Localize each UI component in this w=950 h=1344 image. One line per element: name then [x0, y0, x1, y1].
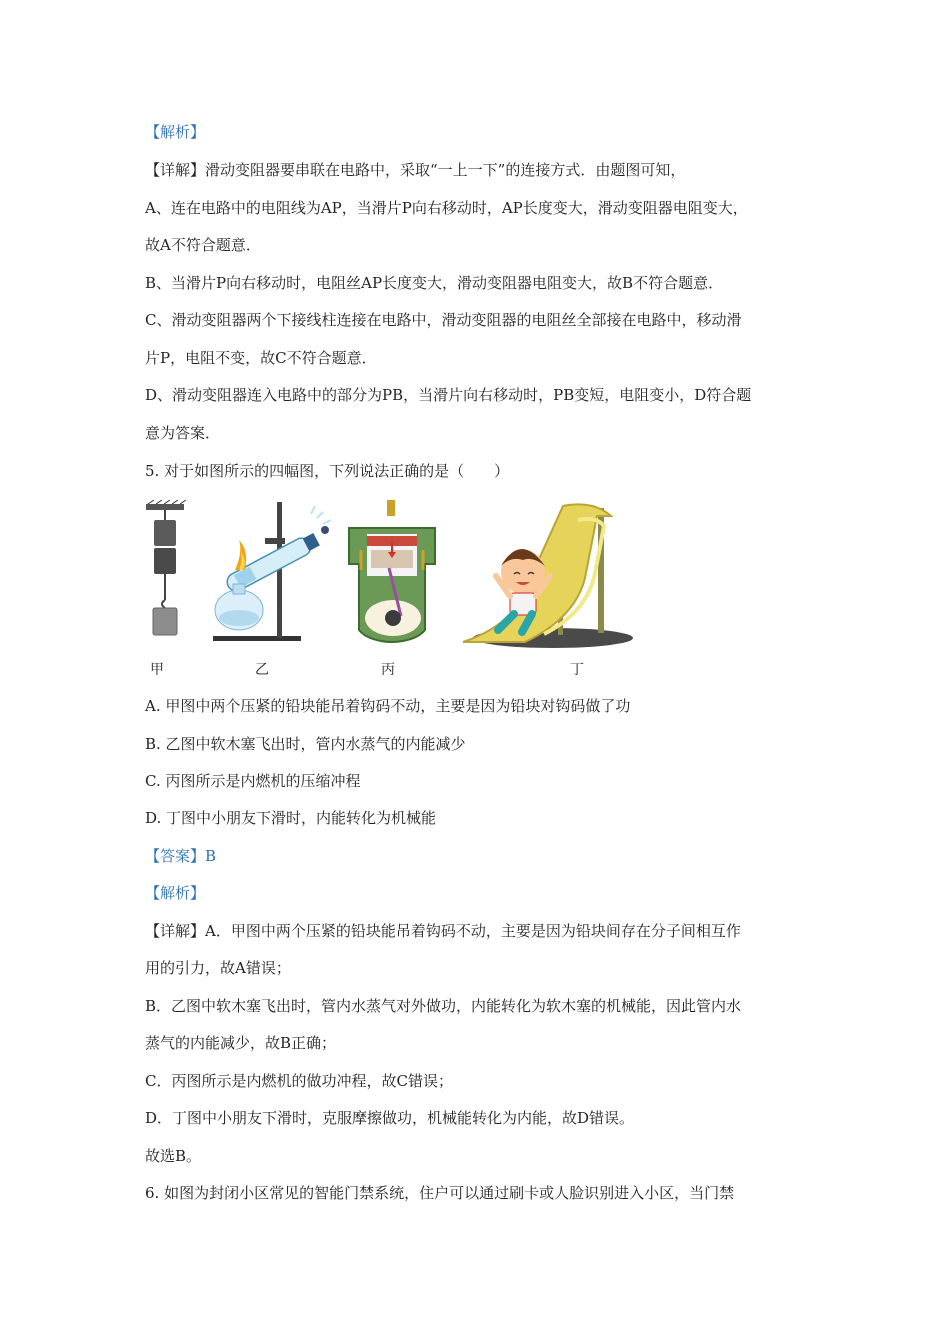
option-c-line: 片P，电阻不变，故C不符合题意．	[145, 349, 377, 367]
answer-line	[145, 846, 216, 866]
option-a-line: 故A不符合题意．	[145, 236, 261, 254]
detail-line: C．丙图所示是内燃机的做功冲程，故C错误；	[145, 1072, 453, 1090]
option-d-line: 意为答案．	[145, 424, 221, 442]
detail-line: 【详解】滑动变阻器要串联在电路中，采取“一上一下”的连接方式．由题图可知，	[145, 161, 686, 179]
question-5-option-d: D. 丁图中小朋友下滑时，内能转化为机械能	[145, 809, 437, 827]
analysis-heading-2: 【解析】	[145, 884, 206, 902]
detail-line: 【详解】A．甲图中两个压紧的铅块能吊着钩码不动，主要是因为铅块间存在分子间相互作	[145, 922, 741, 940]
option-d-line: D、滑动变阻器连入电路中的部分为PB，当滑片向右移动时，PB变短，电阻变小，D符合题	[145, 386, 752, 404]
figure-caption-bing: 丙	[381, 662, 395, 678]
figure-caption-jia: 甲	[150, 662, 164, 678]
answer-text: 【答案】B	[145, 847, 217, 865]
question-5-stem: 5. 对于如图所示的四幅图，下列说法正确的是（ ）	[145, 462, 510, 480]
option-b-line: B、当滑片P向右移动时，电阻丝AP长度变大，滑动变阻器电阻变大，故B不符合题意．	[145, 274, 724, 292]
detail-line: B．乙图中软木塞飞出时，管内水蒸气对外做功，内能转化为软木塞的机械能，因此管内水	[145, 997, 742, 1015]
figure-jia-lead-blocks	[140, 500, 190, 645]
figure-caption-ding: 丁	[570, 662, 584, 678]
option-c-line: C、滑动变阻器两个下接线柱连接在电路中，滑动变阻器的电阻丝全部接在电路中，移动滑	[145, 311, 742, 329]
detail-line: 用的引力，故A错误；	[145, 959, 291, 977]
question-6-stem: 6. 如图为封闭小区常见的智能门禁系统，住户可以通过刷卡或人脸识别进入小区，当门禁	[145, 1184, 735, 1202]
detail-line: D．丁图中小朋友下滑时，克服摩擦做功，机械能转化为内能，故D错误。	[145, 1109, 635, 1127]
figure-yi-test-tube	[205, 498, 340, 646]
figure-ding-slide	[448, 500, 633, 648]
question-5-option-b: B. 乙图中软木塞飞出时，管内水蒸气的内能减少	[145, 735, 466, 753]
question-5-option-c: C. 丙图所示是内燃机的压缩冲程	[145, 772, 361, 790]
question-5-option-a: A. 甲图中两个压紧的铅块能吊着钩码不动，主要是因为铅块对钩码做了功	[145, 697, 631, 715]
conclusion-line: 故选B。	[145, 1147, 202, 1165]
analysis-heading-1: 【解析】	[145, 123, 206, 141]
figure-bing-engine	[345, 498, 440, 646]
detail-line: 蒸气的内能减少，故B正确；	[145, 1034, 337, 1052]
figure-caption-yi: 乙	[255, 662, 269, 678]
option-a-line: A、连在电路中的电阻线为AP，当滑片P向右移动时，AP长度变大，滑动变阻器电阻变大，	[145, 199, 748, 217]
